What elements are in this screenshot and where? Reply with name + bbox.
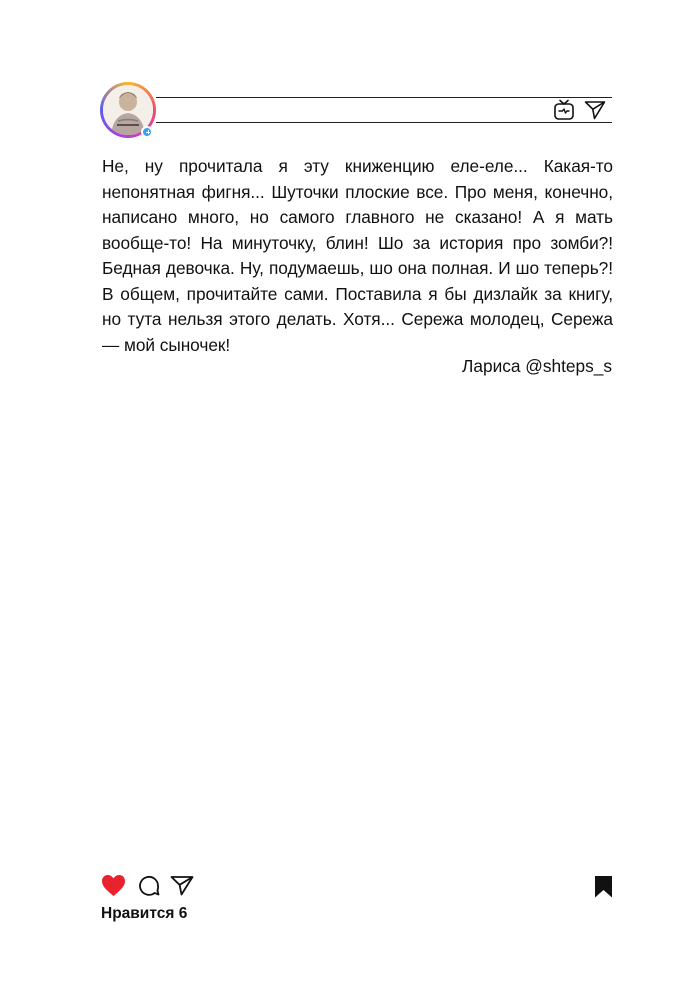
avatar[interactable]: [100, 82, 156, 138]
igtv-icon[interactable]: [554, 99, 574, 121]
share-icon[interactable]: [170, 875, 194, 896]
header-icons: [554, 99, 606, 121]
send-icon[interactable]: [584, 100, 606, 120]
comment-icon[interactable]: [138, 875, 160, 897]
header-top-rule: [156, 97, 612, 98]
likes-count[interactable]: [101, 904, 187, 924]
likes-label: Нравится: [101, 905, 175, 922]
heart-icon[interactable]: [101, 874, 126, 897]
post-actions: [101, 874, 613, 900]
bookmark-icon[interactable]: [594, 875, 613, 898]
post-author: Лариса @shteps_s: [462, 356, 612, 376]
post-header: [100, 82, 612, 138]
post-text: Не, ну прочитала я эту книженцию еле-еле... Какая-то непонятная фигня... Шуточки плоские все. Про меня, конечно, написано много, но самого главного не сказано! А я мать вообще-то! На минуточку, блин! Шо за история про зомби?! Бедная девочка. Ну, подумаешь, шо она полная. И шо теперь?! В общем, прочитайте сами. Поставила я бы дизлайк за книгу, но тута нельзя этого делать. Хотя... Сережа молодец, Сережа — мой сыночек!: [102, 156, 613, 355]
header-bottom-rule: [156, 122, 612, 123]
add-story-icon[interactable]: [141, 126, 153, 138]
likes-number: 6: [178, 905, 188, 922]
